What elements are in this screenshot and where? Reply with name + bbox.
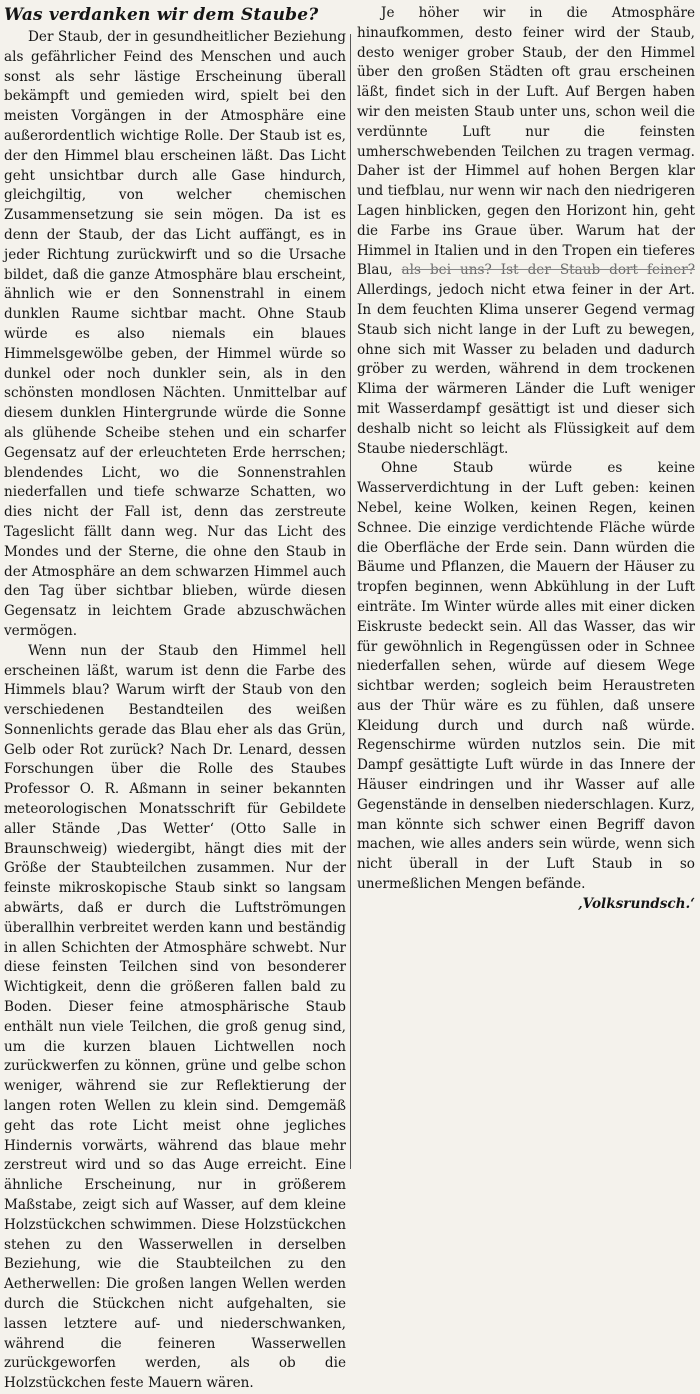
column-divider bbox=[350, 34, 351, 1169]
source-signature: ‚Volksrundsch.‘ bbox=[577, 895, 695, 912]
right-column bbox=[357, 4, 695, 915]
paragraph-text: Je höher wir in die Atmosphäre hinaufkommen, desto feiner wird der Staub, desto weniger grober Staub, der den Himmel über den großen Städten oft grau erscheinen läßt, findet sich in der Luft. Auf Bergen haben wir den meisten Staub unter uns, schon weil die verdünnte Luft nur die feinsten umherschwebenden Teilchen zu tragen vermag. Daher ist der Himmel auf hohen Bergen klar und tiefblau, nur wenn wir nach den niedrigeren Lagen hinblicken, gegen den Horizont hin, geht die Farbe ins Graue über. Warum hat der Himmel in Italien und in den Tropen ein tieferes Blau, bbox=[357, 5, 695, 279]
left-column bbox=[4, 4, 346, 1394]
article-title: Was verdanken wir dem Staube? bbox=[4, 5, 319, 25]
faded-text: als bei uns? Ist der Staub dort feiner? bbox=[401, 262, 695, 279]
paragraph-text: Allerdings, jedoch nicht etwa feiner in der Art. In dem feuchten Klima unserer Gegend vermag Staub sich nicht lange in der Luft zu bewegen, ohne sich mit Wasser zu beladen und dadurch gröber zu werden, während in dem trockenen Klima der wärmeren Länder die Luft weniger mit Wasserdampf gesättigt ist und dieser sich deshalb nicht so leicht als Flüssigkeit auf dem Staube niederschlägt. bbox=[357, 282, 695, 457]
paragraph: Ohne Staub würde es keine Wasserverdichtung in der Luft geben: keinen Nebel, keine Wolken, keinen Regen, keinen Schnee. Die einzige verdichtende Fläche würde die Oberfläche der Erde sein. Dann würden die Bäume und Pflanzen, die Mauern der Häuser zu tropfen beginnen, wenn Abkühlung in der Luft einträte. Im Winter würde alles mit einer dicken Eiskruste bedeckt sein. All das Wasser, das wir für gewöhnlich in Regengüssen oder in Schnee niederfallen sehen, würde auf diesem Wege sichtbar werden; sogleich beim Heraustreten aus der Thür wäre es zu fühlen, daß unsere Kleidung durch und durch naß würde. Regenschirme würden nutzlos sein. Die mit Dampf gesättigte Luft würde in das Innere der Häuser eindringen und ihr Wasser auf alle Gegenstände in denselben niederschlagen. Kurz, man könnte sich schwer einen Begriff davon machen, wie alles anders sein würde, wenn sich nicht überall in der Luft Staub in so unermeßlichen Mengen befände. bbox=[357, 460, 695, 893]
paragraph: Der Staub, der in gesundheitlicher Beziehung als gefährlicher Feind des Menschen und auch sonst als sehr lästige Erscheinung überall bekämpft und gemieden wird, spielt bei den meisten Vorgängen in der Atmosphäre eine außerordentlich wichtige Rolle. Der Staub ist es, der den Himmel blau erscheinen läßt. Das Licht geht unsichtbar durch alle Gase hindurch, gleichgiltig, von welcher chemischen Zusammensetzung sie sein mögen. Da ist es denn der Staub, der das Licht auffängt, es in jeder Richtung zurückwirft und so die Ursache bildet, daß die ganze Atmosphäre blau erscheint, ähnlich wie er den Sonnenstrahl in einem dunklen Raume sichtbar macht. Ohne Staub würde es also niemals ein blaues Himmelsgewölbe geben, der Himmel würde so dunkel oder noch dunkler sein, als in den schönsten mondlosen Nächten. Unmittelbar auf diesem dunklen Hintergrunde würde die Sonne als glühende Scheibe stehen und ein scharfer Gegensatz auf der erleuchteten Erde herrschen; blendendes Licht, wo die Sonnenstrahlen niederfallen und tiefe schwarze Schatten, wo dies nicht der Fall ist, denn das zerstreute Tageslicht fällt dann weg. Nur das Licht des Mondes und der Sterne, die ohne den Staub in der Atmosphäre an dem schwarzen Himmel auch den Tag über sichtbar blieben, würde diesen Gegensatz in leichtem Grade abzuschwächen vermögen. bbox=[4, 29, 346, 639]
paragraph: Wenn nun der Staub den Himmel hell erscheinen läßt, warum ist denn die Farbe des Himmels blau? Warum wirft der Staub von den verschiedenen Bestandteilen des weißen Sonnenlichts gerade das Blau eher als das Grün, Gelb oder Rot zurück? Nach Dr. Lenard, dessen Forschungen über die Rolle des Staubes Professor O. R. Aßmann in seiner bekannten meteorologischen Monatsschrift für Gebildete aller Stände ‚Das Wetter‘ (Otto Salle in Braunschweig) wiedergibt, hängt dies mit der Größe der Staubteilchen zusammen. Nur der feinste mikroskopische Staub sinkt so langsam abwärts, daß er durch die Luftströmungen überallhin verbreitet werden kann und beständig in allen Schichten der Atmosphäre schwebt. Nur diese feinsten Teilchen sind von besonderer Wichtigkeit, denn die größeren fallen bald zu Boden. Dieser feine atmosphärische Staub enthält nun viele Teilchen, die groß genug sind, um die kurzen blauen Lichtwellen noch zurückwerfen zu können, grüne und gelbe schon weniger, während sie zur Reflektierung der langen roten Wellen zu klein sind. Demgemäß geht das rote Licht meist ohne jegliches Hindernis vorwärts, während das blaue mehr zerstreut wird und so das Auge erreicht. Eine ähnliche Erscheinung, nur in größerem Maßstabe, zeigt sich auf Wasser, auf dem kleine Holzstückchen schwimmen. Diese Holzstückchen stehen zu den Wasserwellen in derselben Beziehung, wie die Staubteilchen zu den Aetherwellen: Die großen langen Wellen werden durch die Stückchen nicht aufgehalten, sie lassen letztere auf- und niederschwanken, während die feineren Wasserwellen zurückgeworfen werden, als ob die Holzstückchen feste Mauern wären. bbox=[4, 642, 346, 1392]
paragraph bbox=[357, 4, 695, 459]
